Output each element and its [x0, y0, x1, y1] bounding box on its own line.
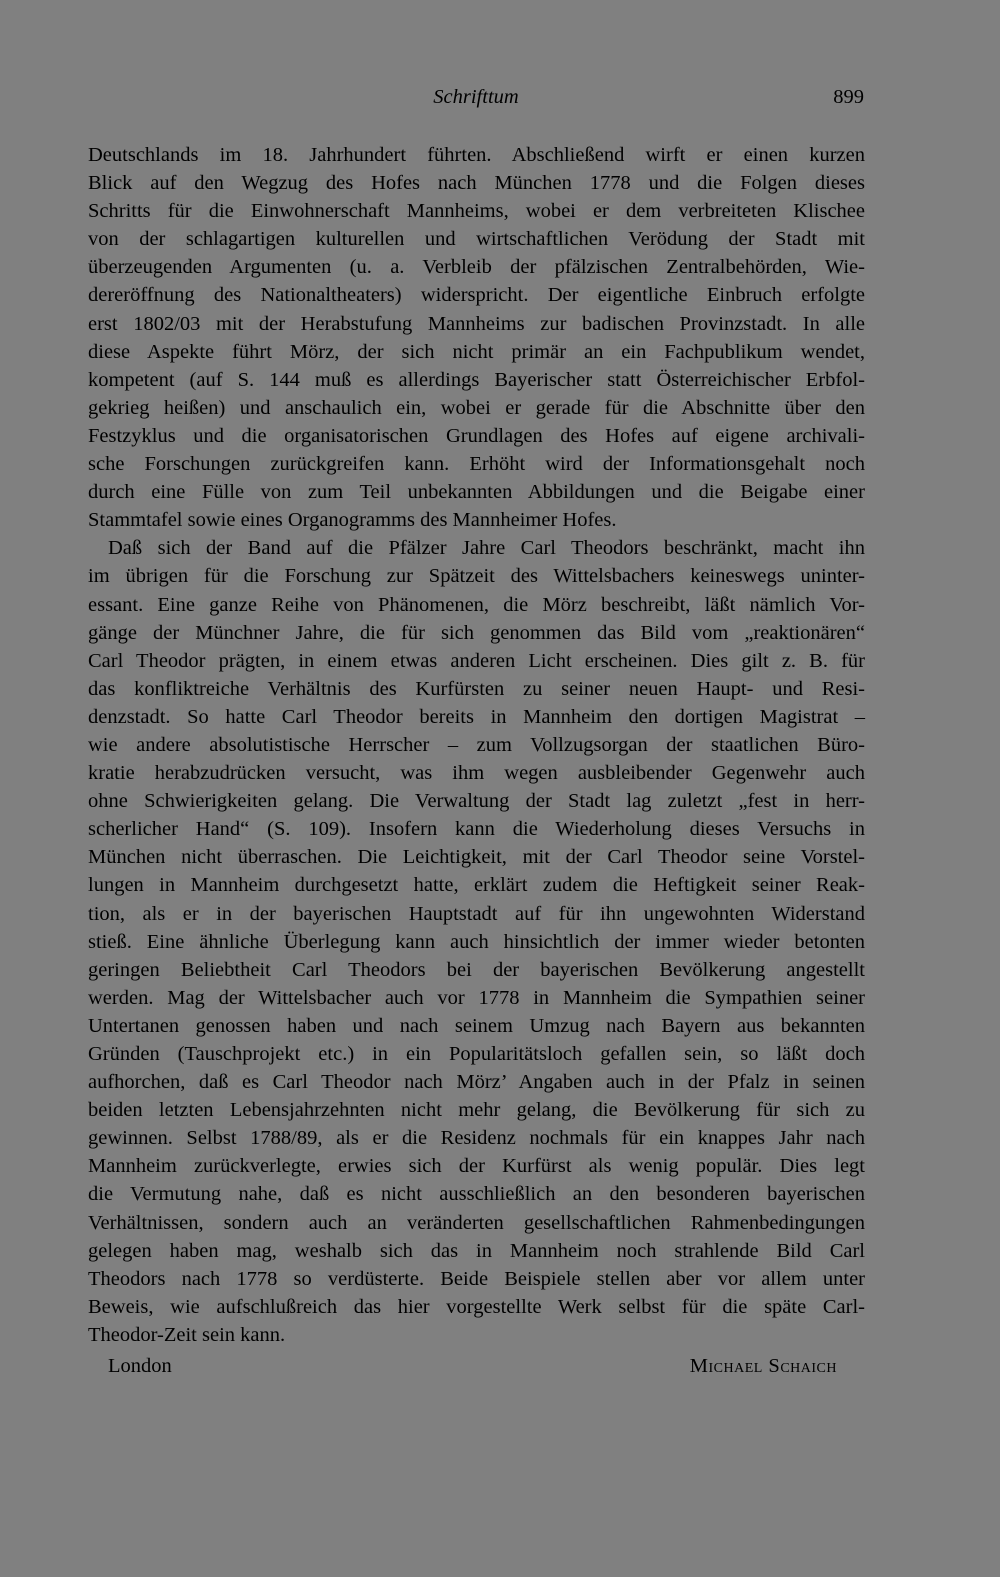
text-line: überzeugenden Argumenten (u. a. Verbleib der pfälzischen Zentralbehörden, Wie- [88, 256, 865, 279]
text-line: Stammtafel sowie eines Organogramms des Mannheimer Hofes. [88, 509, 617, 532]
text-line: tion, als er in der bayerischen Hauptstadt auf für ihn ungewohnten Widerstand [88, 902, 865, 925]
text-line: sche Forschungen zurückgreifen kann. Erhöht wird der Informationsgehalt noch [88, 453, 865, 476]
page-number: 899 [833, 86, 864, 108]
text-line: Schritts für die Einwohnerschaft Mannheims, wobei er dem verbreiteten Klischee [88, 200, 865, 223]
text-line: durch eine Fülle von zum Teil unbekannten Abbildungen und die Beigabe einer [88, 481, 865, 504]
signature-author: Michael Schaich [689, 1355, 837, 1377]
text-line: von der schlagartigen kulturellen und wirtschaftlichen Verödung der Stadt mit [88, 228, 865, 251]
review-signature [88, 1355, 865, 1385]
signature-place: London [108, 1355, 172, 1377]
running-title: Schrifttum [433, 86, 519, 108]
text-line: beiden letzten Lebensjahrzehnten nicht mehr gelang, die Bevölkerung für sich zu [88, 1099, 865, 1122]
text-line: Carl Theodor prägten, in einem etwas anderen Licht erscheinen. Dies gilt z. B. für [88, 649, 865, 672]
text-line: Daß sich der Band auf die Pfälzer Jahre Carl Theodors beschränkt, macht ihn [108, 537, 865, 560]
text-line: Theodor-Zeit sein kann. [88, 1323, 286, 1346]
text-line: werden. Mag der Wittelsbacher auch vor 1778 in Mannheim die Sympathien seiner [88, 986, 865, 1009]
text-line: scherlicher Hand“ (S. 109). Insofern kann die Wiederholung dieses Versuchs in [88, 818, 865, 841]
text-line: gewinnen. Selbst 1788/89, als er die Residenz nochmals für ein knappes Jahr nach [88, 1127, 865, 1150]
text-line: Untertanen genossen haben und nach seinem Umzug nach Bayern aus bekannten [88, 1014, 865, 1037]
text-line: gekrieg heißen) und anschaulich ein, wobei er gerade für die Abschnitte über den [88, 396, 865, 419]
running-head [88, 86, 864, 114]
body-text [88, 141, 865, 1349]
text-line: aufhorchen, daß es Carl Theodor nach Mörz’ Angaben auch in der Pfalz in seinen [88, 1071, 865, 1094]
text-line: erst 1802/03 mit der Herabstufung Mannheims zur badischen Provinzstadt. In alle [88, 312, 865, 335]
text-line: Verhältnissen, sondern auch an veränderten gesellschaftlichen Rahmenbedingungen [88, 1211, 865, 1234]
text-line: Festzyklus und die organisatorischen Grundlagen des Hofes auf eigene archivali- [88, 424, 865, 447]
text-line: Deutschlands im 18. Jahrhundert führten. Abschließend wirft er einen kurzen [88, 144, 865, 166]
text-line: geringen Beliebtheit Carl Theodors bei der bayerischen Bevölkerung angestellt [88, 958, 865, 981]
text-line: im übrigen für die Forschung zur Spätzeit des Wittelsbachers keineswegs uninter- [88, 565, 865, 588]
text-line: kratie herabzudrücken versucht, was ihm wegen ausbleibender Gegenwehr auch [88, 762, 865, 785]
paragraph [88, 534, 865, 1349]
text-line: die Vermutung nahe, daß es nicht ausschließlich an den besonderen bayerischen [88, 1183, 865, 1206]
text-line: gänge der Münchner Jahre, die für sich genommen das Bild vom „reaktionären“ [88, 621, 865, 644]
text-line: Mannheim zurückverlegte, erwies sich der Kurfürst als wenig populär. Dies legt [88, 1155, 865, 1178]
text-line: lungen in Mannheim durchgesetzt hatte, erklärt zudem die Heftigkeit seiner Reak- [88, 874, 865, 897]
text-line: München nicht überraschen. Die Leichtigkeit, mit der Carl Theodor seine Vorstel- [88, 846, 865, 869]
text-line: denzstadt. So hatte Carl Theodor bereits in Mannheim den dortigen Magistrat – [88, 705, 865, 728]
paragraph [88, 141, 865, 534]
text-line: dereröffnung des Nationaltheaters) widerspricht. Der eigentliche Einbruch erfolgte [88, 284, 865, 307]
text-line: kompetent (auf S. 144 muß es allerdings Bayerischer statt Österreichischer Erbfol- [88, 368, 865, 391]
text-line: wie andere absolutistische Herrscher – zum Vollzugsorgan der staatlichen Büro- [88, 733, 865, 756]
text-line: diese Aspekte führt Mörz, der sich nicht primär an ein Fachpublikum wendet, [88, 340, 865, 363]
text-line: ohne Schwierigkeiten gelang. Die Verwaltung der Stadt lag zuletzt „fest in herr- [88, 790, 865, 813]
text-line: stieß. Eine ähnliche Überlegung kann auch hinsichtlich der immer wieder betonten [88, 930, 865, 953]
text-line: essant. Eine ganze Reihe von Phänomenen, die Mörz beschreibt, läßt nämlich Vor- [88, 593, 865, 616]
text-line: gelegen haben mag, weshalb sich das in Mannheim noch strahlende Bild Carl [88, 1239, 865, 1262]
text-line: Theodors nach 1778 so verdüsterte. Beide Beispiele stellen aber vor allem unter [88, 1267, 865, 1290]
text-line: Blick auf den Wegzug des Hofes nach München 1778 und die Folgen dieses [88, 172, 865, 195]
text-line: Beweis, wie aufschlußreich das hier vorgestellte Werk selbst für die späte Carl- [88, 1295, 865, 1318]
text-line: das konfliktreiche Verhältnis des Kurfürsten zu seiner neuen Haupt- und Resi- [88, 677, 865, 700]
text-line: Gründen (Tauschprojekt etc.) in ein Popularitätsloch gefallen sein, so läßt doch [88, 1043, 865, 1065]
